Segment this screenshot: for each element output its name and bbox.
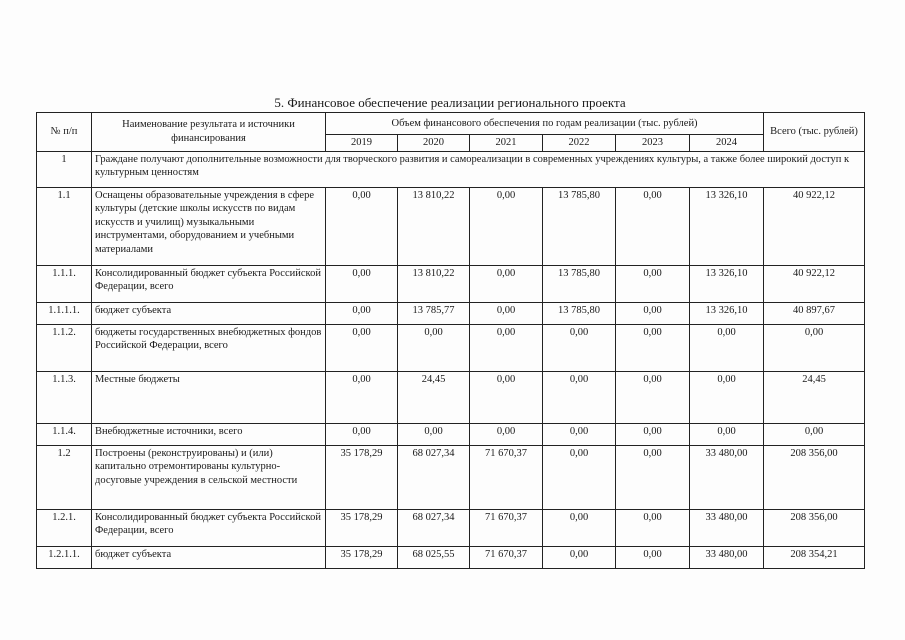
row-total: 208 354,21 bbox=[764, 546, 865, 568]
row-total: 0,00 bbox=[764, 324, 865, 371]
row-value: 0,00 bbox=[470, 265, 543, 302]
row-value: 35 178,29 bbox=[326, 445, 398, 509]
row-value: 0,00 bbox=[326, 324, 398, 371]
header-name: Наименование результата и источники финансирования bbox=[92, 113, 326, 152]
row-name: Местные бюджеты bbox=[92, 371, 326, 423]
row-name: Оснащены образовательные учреждения в сфере культуры (детские школы искусств по видам искусств и училищ) музыкальными инструментами, оборудованием и учебными материалами bbox=[92, 187, 326, 265]
row-value: 71 670,37 bbox=[470, 445, 543, 509]
row-value: 0,00 bbox=[326, 302, 398, 324]
financing-table bbox=[36, 112, 865, 569]
row-value: 0,00 bbox=[616, 265, 690, 302]
row-value: 0,00 bbox=[616, 302, 690, 324]
row-value: 33 480,00 bbox=[690, 546, 764, 568]
row-value: 13 810,22 bbox=[398, 265, 470, 302]
row-value: 0,00 bbox=[543, 371, 616, 423]
row-num: 1.1.1. bbox=[37, 265, 92, 302]
section-row bbox=[37, 151, 865, 187]
section-text: Граждане получают дополнительные возможности для творческого развития и самореализации в современных учреждениях культуры, а также более широкий доступ к культурным ценностям bbox=[92, 151, 865, 187]
row-total: 40 897,67 bbox=[764, 302, 865, 324]
row-value: 68 025,55 bbox=[398, 546, 470, 568]
row-total: 208 356,00 bbox=[764, 509, 865, 546]
row-value: 0,00 bbox=[398, 324, 470, 371]
row-value: 0,00 bbox=[326, 265, 398, 302]
table-row bbox=[37, 324, 865, 371]
row-value: 0,00 bbox=[470, 187, 543, 265]
row-value: 0,00 bbox=[543, 509, 616, 546]
row-name: бюджет субъекта bbox=[92, 302, 326, 324]
header-volume: Объем финансового обеспечения по годам реализации (тыс. рублей) bbox=[326, 113, 764, 135]
table-row bbox=[37, 371, 865, 423]
table-row bbox=[37, 445, 865, 509]
row-num: 1.1 bbox=[37, 187, 92, 265]
row-value: 33 480,00 bbox=[690, 445, 764, 509]
row-total: 40 922,12 bbox=[764, 265, 865, 302]
row-value: 0,00 bbox=[398, 423, 470, 445]
row-value: 0,00 bbox=[470, 302, 543, 324]
table-row bbox=[37, 509, 865, 546]
row-num: 1.1.1.1. bbox=[37, 302, 92, 324]
row-value: 0,00 bbox=[326, 371, 398, 423]
row-num: 1.1.2. bbox=[37, 324, 92, 371]
row-value: 0,00 bbox=[543, 324, 616, 371]
row-value: 0,00 bbox=[543, 445, 616, 509]
row-value: 0,00 bbox=[690, 371, 764, 423]
row-value: 0,00 bbox=[616, 509, 690, 546]
row-name: бюджет субъекта bbox=[92, 546, 326, 568]
section-num: 1 bbox=[37, 151, 92, 187]
row-value: 0,00 bbox=[326, 423, 398, 445]
row-value: 0,00 bbox=[326, 187, 398, 265]
header-year: 2021 bbox=[470, 135, 543, 152]
page-title: 5. Финансовое обеспечение реализации регионального проекта bbox=[274, 95, 626, 110]
table-row bbox=[37, 546, 865, 568]
row-value: 35 178,29 bbox=[326, 546, 398, 568]
row-num: 1.2 bbox=[37, 445, 92, 509]
row-value: 33 480,00 bbox=[690, 509, 764, 546]
row-value: 71 670,37 bbox=[470, 509, 543, 546]
row-num: 1.1.4. bbox=[37, 423, 92, 445]
row-value: 0,00 bbox=[616, 371, 690, 423]
row-value: 13 785,80 bbox=[543, 265, 616, 302]
row-num: 1.2.1. bbox=[37, 509, 92, 546]
row-value: 0,00 bbox=[616, 423, 690, 445]
row-value: 0,00 bbox=[616, 324, 690, 371]
table-row bbox=[37, 423, 865, 445]
row-value: 71 670,37 bbox=[470, 546, 543, 568]
row-value: 13 785,80 bbox=[543, 302, 616, 324]
table-row bbox=[37, 302, 865, 324]
row-total: 0,00 bbox=[764, 423, 865, 445]
row-value: 0,00 bbox=[690, 324, 764, 371]
row-value: 0,00 bbox=[690, 423, 764, 445]
row-value: 24,45 bbox=[398, 371, 470, 423]
row-value: 0,00 bbox=[470, 423, 543, 445]
header-year: 2023 bbox=[616, 135, 690, 152]
row-name: Построены (реконструированы) и (или) капитально отремонтированы культурно-досуговые учреждения в сельской местности bbox=[92, 445, 326, 509]
row-value: 13 326,10 bbox=[690, 302, 764, 324]
header-year: 2024 bbox=[690, 135, 764, 152]
row-num: 1.1.3. bbox=[37, 371, 92, 423]
row-value: 0,00 bbox=[543, 546, 616, 568]
header-year: 2022 bbox=[543, 135, 616, 152]
row-value: 0,00 bbox=[470, 324, 543, 371]
row-value: 0,00 bbox=[616, 546, 690, 568]
header-num: № п/п bbox=[37, 113, 92, 152]
row-value: 13 785,80 bbox=[543, 187, 616, 265]
header-total: Всего (тыс. рублей) bbox=[764, 113, 865, 152]
row-value: 13 326,10 bbox=[690, 187, 764, 265]
row-name: Внебюджетные источники, всего bbox=[92, 423, 326, 445]
row-value: 68 027,34 bbox=[398, 445, 470, 509]
row-value: 13 785,77 bbox=[398, 302, 470, 324]
row-value: 35 178,29 bbox=[326, 509, 398, 546]
row-value: 13 326,10 bbox=[690, 265, 764, 302]
row-num: 1.2.1.1. bbox=[37, 546, 92, 568]
row-value: 13 810,22 bbox=[398, 187, 470, 265]
table-row bbox=[37, 187, 865, 265]
table-row bbox=[37, 265, 865, 302]
row-name: Консолидированный бюджет субъекта Российской Федерации, всего bbox=[92, 265, 326, 302]
header-year: 2020 bbox=[398, 135, 470, 152]
row-value: 0,00 bbox=[543, 423, 616, 445]
row-total: 24,45 bbox=[764, 371, 865, 423]
row-total: 208 356,00 bbox=[764, 445, 865, 509]
row-name: бюджеты государственных внебюджетных фондов Российской Федерации, всего bbox=[92, 324, 326, 371]
row-value: 0,00 bbox=[616, 187, 690, 265]
row-value: 68 027,34 bbox=[398, 509, 470, 546]
row-total: 40 922,12 bbox=[764, 187, 865, 265]
row-value: 0,00 bbox=[616, 445, 690, 509]
row-name: Консолидированный бюджет субъекта Российской Федерации, всего bbox=[92, 509, 326, 546]
row-value: 0,00 bbox=[470, 371, 543, 423]
header-year: 2019 bbox=[326, 135, 398, 152]
